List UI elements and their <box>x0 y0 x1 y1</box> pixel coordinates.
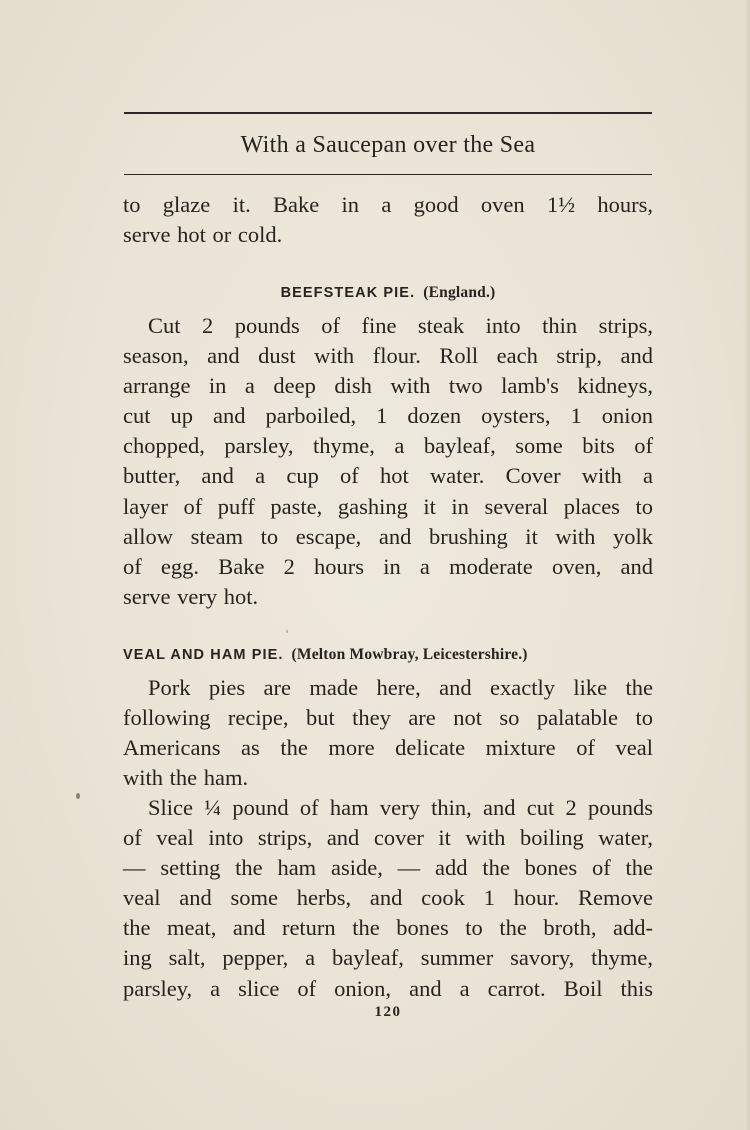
text-line: butter, and a cup of hot water. Cover with a <box>123 463 653 489</box>
recipe-heading-veal-and-ham-pie <box>123 645 653 665</box>
text-line: Americans as the more delicate mixture of veal <box>123 735 653 761</box>
text-line: to glaze it. Bake in a good oven 1½ hours, <box>123 192 653 217</box>
text-line: Pork pies are made here, and exactly like the <box>148 675 653 700</box>
recipe-origin: (Melton Mowbray, Leicestershire.) <box>291 646 528 663</box>
header-rule-bottom <box>124 174 652 175</box>
text-line: allow steam to escape, and brushing it with yolk <box>123 523 653 549</box>
text-line: veal and some herbs, and cook 1 hour. Remove <box>123 885 653 911</box>
continuation-paragraph <box>123 190 653 250</box>
text-line: season, and dust with flour. Roll each strip, and <box>123 343 653 369</box>
text-line: Slice ¼ pound of ham very thin, and cut 2 pounds <box>148 795 653 820</box>
recipe-title: BEEFSTEAK PIE. <box>280 285 416 301</box>
veal-pie-intro-paragraph <box>123 673 653 793</box>
page-number: 120 <box>374 1004 402 1020</box>
header-rule-top <box>124 112 652 114</box>
text-line: chopped, parsley, thyme, a bayleaf, some bits of <box>123 433 653 459</box>
veal-pie-method-paragraph <box>123 793 653 1004</box>
text-line: with the ham. <box>123 765 249 791</box>
paper-speck <box>76 793 80 799</box>
text-line: cut up and parboiled, 1 dozen oysters, 1 onion <box>123 403 653 429</box>
text-line: the meat, and return the bones to the broth, add- <box>123 915 653 941</box>
recipe-origin: (England.) <box>423 284 496 301</box>
text-line: — setting the ham aside, — add the bones of the <box>123 855 653 881</box>
text-line: ing salt, pepper, a bayleaf, summer savory, thyme, <box>123 945 653 971</box>
text-line: following recipe, but they are not so palatable to <box>123 705 653 731</box>
recipe-title: VEAL AND HAM PIE. <box>123 647 284 663</box>
text-line: arrange in a deep dish with two lamb's kidneys, <box>123 373 653 399</box>
text-line: of veal into strips, and cover it with boiling water, <box>123 825 653 851</box>
running-head: With a Saucepan over the Sea <box>240 132 536 158</box>
text-line: serve hot or cold. <box>123 222 283 248</box>
recipe-heading-beefsteak-pie <box>123 283 653 303</box>
text-line: parsley, a slice of onion, and a carrot. Boil this <box>123 975 653 1001</box>
text-line: layer of puff paste, gashing it in several places to <box>123 493 653 519</box>
text-line: Cut 2 pounds of fine steak into thin strips, <box>148 313 653 338</box>
beefsteak-pie-paragraph <box>123 311 653 612</box>
text-line: serve very hot. <box>123 583 259 609</box>
text-line: of egg. Bake 2 hours in a moderate oven, and <box>123 553 653 579</box>
paper-speck <box>286 630 288 633</box>
page-edge <box>744 0 750 1130</box>
